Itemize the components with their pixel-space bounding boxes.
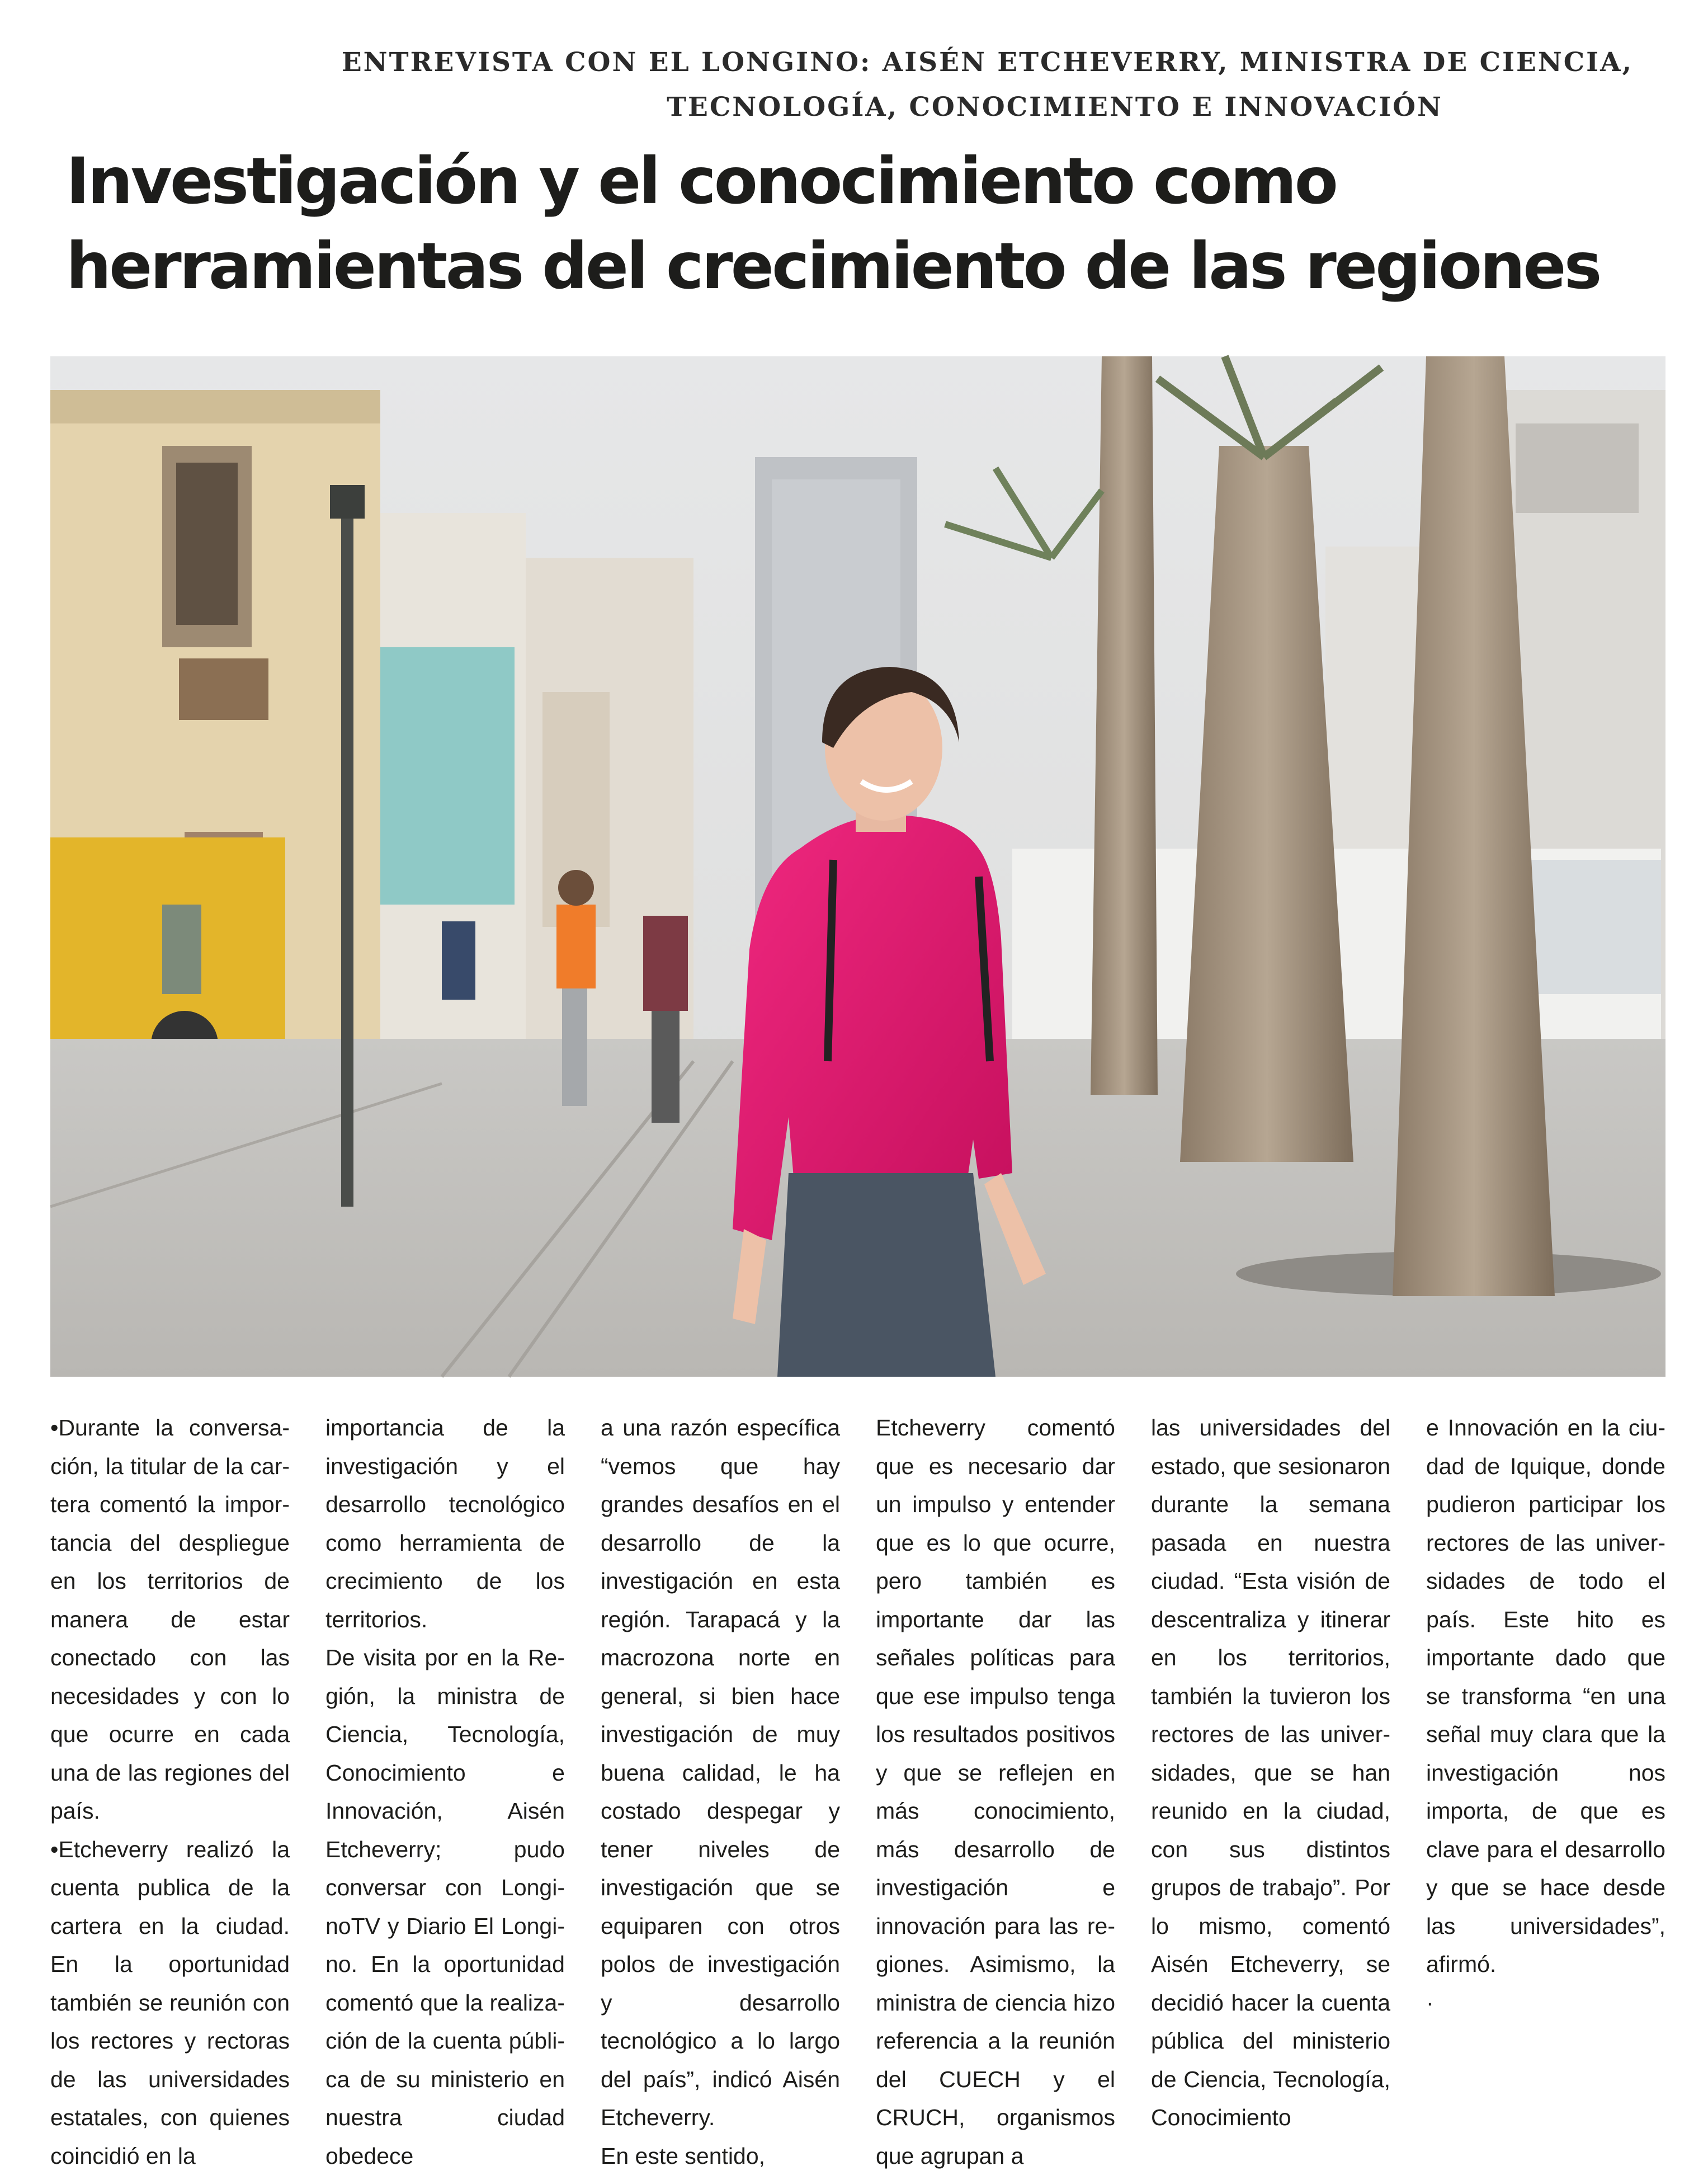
paragraph: •Durante la conversación, la titular de la cartera comentó la importancia del despliegue en los territorios de manera de estar conectado con las necesidades y con lo que ocurre en cada una de las regiones del país. (50, 1409, 290, 1830)
body-column-5 (1151, 1409, 1390, 2175)
paragraph: · (1426, 1984, 1665, 2022)
article-photo (50, 356, 1665, 1377)
kicker-line-2: TECNOLOGÍA, CONOCIMIENTO E INNOVACIÓN (336, 85, 1633, 130)
paragraph: De visita por en la Región, la ministra de Ciencia, Tecnología, Conocimiento e Innovación, Aisén Etcheverry; pudo conversar con LonginoTV y Diario El Longino. En la oportunidad comentó que la realización de la cuenta pública de su ministerio en nuestra ciudad obedece (325, 1639, 565, 2175)
headline-line-2: herramientas del crecimiento de las regiones (66, 224, 1665, 309)
body-column-4 (876, 1409, 1115, 2175)
paragraph: Etcheverry comentó que es necesario dar un impulso y entender que es lo que ocurre, pero también es importante dar las señales políticas para que ese impulso tenga los resultados positivos y que se reflejen en más conocimiento, más desarrollo de investigación e innovación para las regiones. Asimismo, la ministra de ciencia hizo referencia a la reunión del CUECH y el CRUCH, organismos que agrupan a (876, 1409, 1115, 2175)
paragraph: En este sentido, (601, 2137, 840, 2175)
body-column-2 (325, 1409, 565, 2175)
article-body (50, 1409, 1665, 2063)
article-kicker (336, 40, 1633, 130)
paragraph: •Etcheverry realizó la cuenta publica de la cartera en la ciudad. En la oportunidad también se reunión con los rectores y rectoras de las universidades estatales, con quienes coincidió en la (50, 1830, 290, 2175)
paragraph: importancia de la investigación y el desarrollo tecnológico como herramienta de crecimiento de los territorios. (325, 1409, 565, 1639)
article-headline (66, 139, 1665, 309)
body-column-3 (601, 1409, 840, 2175)
paragraph: las universidades del estado, que sesionaron durante la semana pasada en nuestra ciudad. “Esta visión de descentraliza y itinerar en los territorios, también la tuvieron los rectores de las universidades, que se han reunido en la ciudad, con sus distintos grupos de trabajo”. Por lo mismo, comentó Aisén Etcheverry, se decidió hacer la cuenta pública del ministerio de Ciencia, Tecnología, Conocimiento (1151, 1409, 1390, 2137)
body-column-6 (1426, 1409, 1665, 2175)
paragraph: a una razón específica “vemos que hay grandes desafíos en el desarrollo de la investigación en esta región. Tarapacá y la macrozona norte en general, si bien hace investigación de muy buena calidad, le ha costado despegar y tener niveles de investigación que se equiparen con otros polos de investigación y desarrollo tecnológico a lo largo del país”, indicó Aisén Etcheverry. (601, 1409, 840, 2137)
street-scene-illustration (50, 356, 1665, 1377)
kicker-line-1: ENTREVISTA CON EL LONGINO: AISÉN ETCHEVERRY, MINISTRA DE CIENCIA, (336, 40, 1633, 85)
headline-line-1: Investigación y el conocimiento como (66, 139, 1665, 224)
paragraph: e Innovación en la ciudad de Iquique, donde pudieron participar los rectores de las universidades de todo el país. Este hito es importante dado que se transforma “en una señal muy clara que la investigación nos importa, de que es clave para el desarrollo y que se hace desde las universidades”, afirmó. (1426, 1409, 1665, 1984)
body-column-1 (50, 1409, 290, 2175)
